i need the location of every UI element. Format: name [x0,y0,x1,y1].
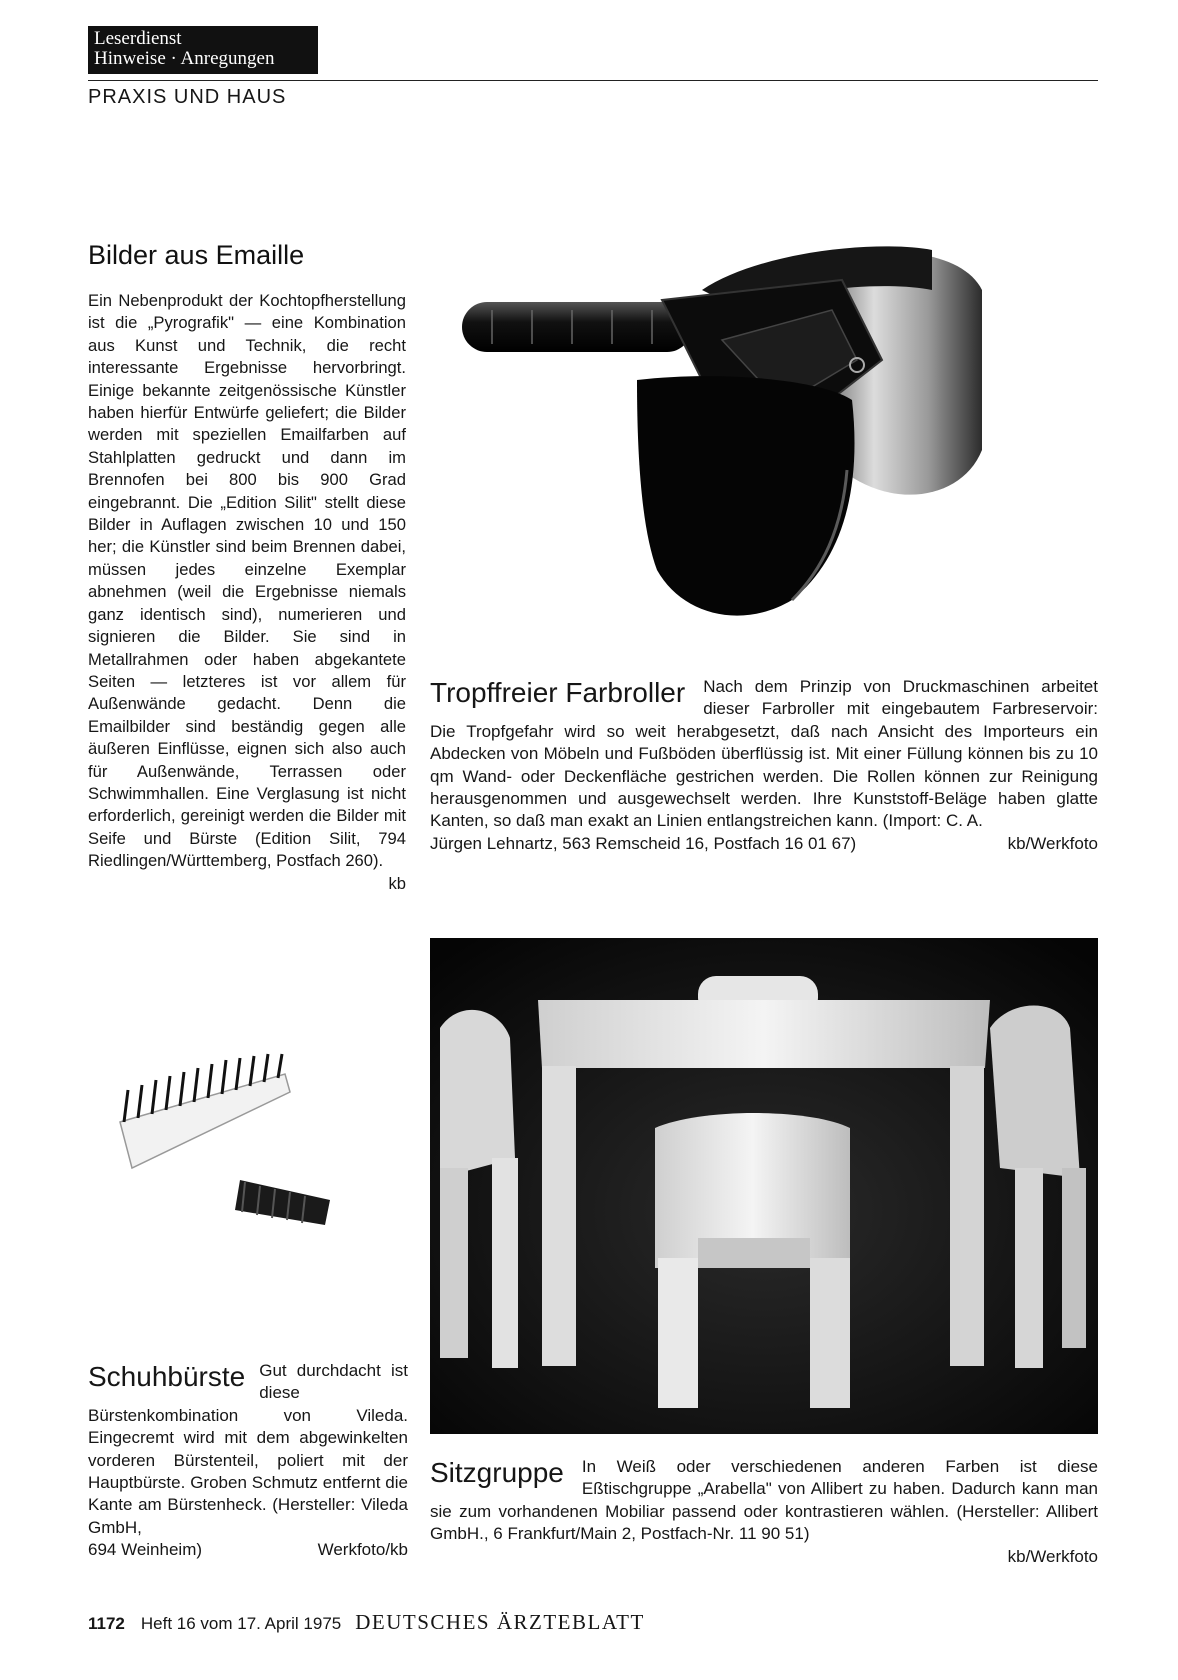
article-body-emaille: Ein Nebenprodukt der Kochtopfherstellung ist die „Pyrografik" — eine Kombination aus Kunst und Technik, die recht interessante Ergebnisse hervorbringt. Einige bekannte zeitgenössische Künstler haben hierfür Entwürfe geliefert; die Bilder werden mit speziellen Emailfarben auf Stahlplatten gedruckt und dann im Brennofen bei 800 bis 900 Grad eingebrannt. Die „Edition Silit" stellt diese Bilder in Auflagen zwischen 10 und 150 her; die Künstler sind beim Brennen dabei, müssen jedes einzelne Exemplar abnehmen (weil die Ergebnisse niemals ganz identisch sind), numerieren und signieren die Bilder. Sie sind in Metallrahmen oder haben abgekantete Seiten — letzteres ist vor allem für Außenwände gedacht. Denn die Emailbilder sind beständig gegen alle äußeren Einflüsse, eignen sich also auch für Außenwände, Terrassen oder Schwimmhallen. Eine Verglasung ist nicht erforderlich, gereinigt werden die Bilder mit Seife und Bürste (Edition Silit, 794 Riedlingen/Württemberg, Postfach 260). [88,291,406,871]
article-schuhbuerste [88,1360,408,1562]
article-body-sitzgruppe: In Weiß oder verschiedenen anderen Farben ist diese Eßtischgruppe „Arabella" von Allibert zu haben. Dadurch kann man sie zum vorhandenen Mobiliar passend oder kontrastieren wählen. (Hersteller: Allibert GmbH., 6 Frankfurt/Main 2, Postfach-Nr. 11 90 51) [430,1457,1098,1544]
article-address-farbroller: Jürgen Lehnartz, 563 Remscheid 16, Postfach 16 01 67) [430,833,857,853]
section-label: PRAXIS UND HAUS [88,86,287,108]
article-sitzgruppe [430,1456,1098,1568]
page-number: 1172 [88,1614,125,1633]
article-title-farbroller: Tropffreier Farbroller [430,677,686,708]
header-divider [88,80,1098,81]
header-box-line-2: Hinweise · Anregungen [94,48,275,69]
photo-credit-schuhbuerste: Werkfoto/kb [317,1540,408,1560]
page-footer [88,1610,645,1635]
article-body-schuhbuerste: Gut durchdacht ist diese Bürstenkombination von Vileda. Eingecremt wird mit dem abgewinkelten vorderen Bürstenteil, poliert mit der Hauptbürste. Groben Schmutz entfernt die Kante am Bürstenheck. (Hersteller: Vileda GmbH, [88,1361,408,1537]
paint-roller-photo [462,230,1098,670]
header-box-line-1: Leserdienst [94,28,182,49]
article-farbroller [430,676,1098,855]
article-title-schuhbuerste: Schuhbürste [88,1361,246,1392]
article-title-emaille: Bilder aus Emaille [88,240,305,270]
photo-credit-farbroller: kb/Werkfoto [1007,833,1098,853]
article-address-schuhbuerste: 694 Weinheim) [88,1540,203,1560]
article-signature-emaille: kb [388,873,406,893]
journal-name: DEUTSCHES ÄRZTEBLATT [355,1610,645,1634]
dining-set-photo [430,938,1098,1434]
article-title-sitzgruppe: Sitzgruppe [430,1457,564,1488]
photo-credit-sitzgruppe: kb/Werkfoto [1007,1546,1098,1566]
issue-info: Heft 16 vom 17. April 1975 [140,1614,342,1633]
shoe-brush-photo [110,1030,340,1260]
article-body-farbroller: Nach dem Prinzip von Druckmaschinen arbeitet dieser Farbroller mit eingebautem Farbreservoir: Die Tropfgefahr wird so weit herabgesetzt, daß nach Ansicht des Importeurs ein Abdecken von Möbeln und Fußböden überflüssig ist. Mit einer Füllung können bis zu 10 qm Wand- oder Deckenfläche gestrichen werden. Die Rollen können zur Reinigung herausgenommen und ausgewechselt werden. Ihre Kunststoff-Beläge haben glatte Kanten, so daß man exakt an Linien entlangstreichen kann. (Import: C. A. [430,677,1098,831]
section-header-box [88,26,318,74]
article-emaille [88,290,406,895]
